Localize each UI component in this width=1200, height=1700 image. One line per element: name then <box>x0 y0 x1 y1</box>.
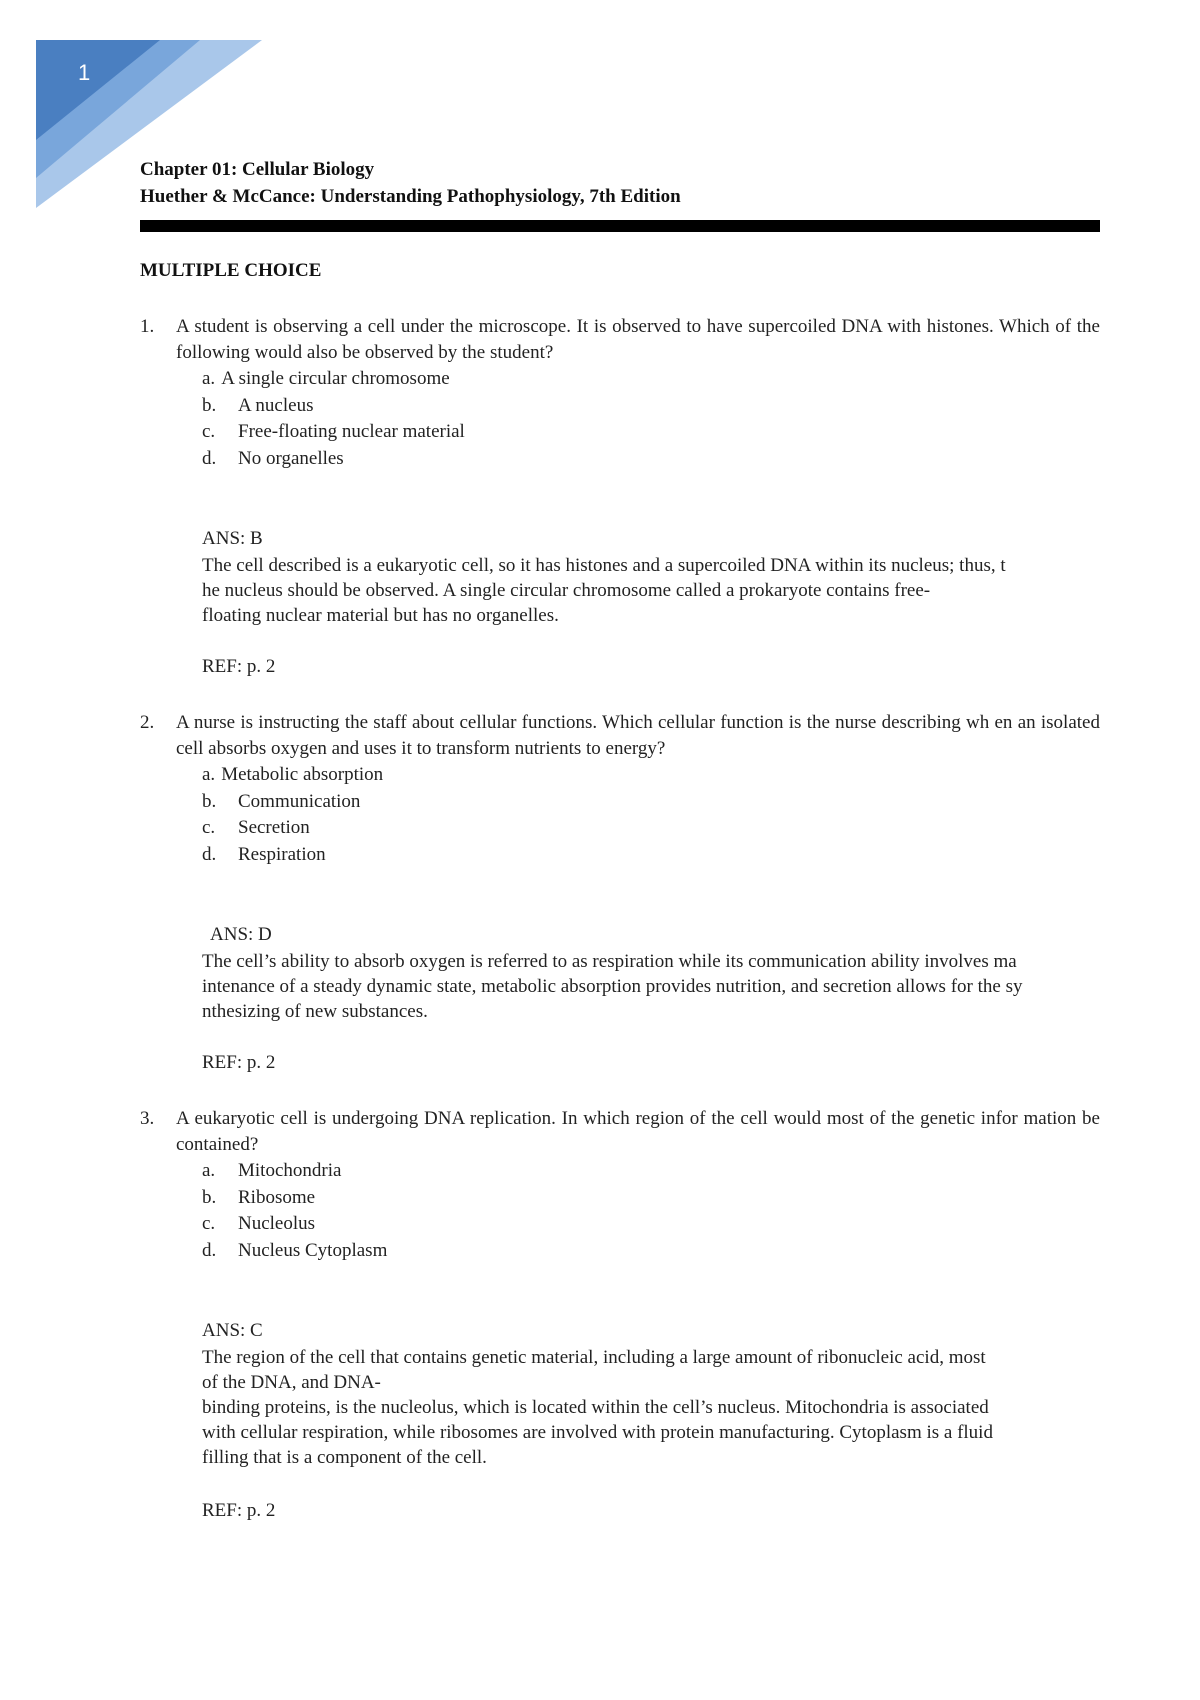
rationale-line: with cellular respiration, while ribosomes are involved with protein manufacturing. Cytoplasm is a fluid <box>202 1422 993 1443</box>
option-text: Metabolic absorption <box>221 764 384 785</box>
option-letter: c. <box>202 817 216 838</box>
option-letter: d. <box>202 1239 217 1261</box>
answer-key: ANS: B <box>202 528 263 549</box>
option-d <box>202 1238 1100 1265</box>
option-b <box>202 393 1100 420</box>
rationale-line: of the DNA, and DNA- <box>202 1372 381 1393</box>
header-rule <box>140 220 1100 232</box>
section-title: MULTIPLE CHOICE <box>140 260 322 281</box>
option-a <box>202 762 1100 789</box>
option-b <box>202 1185 1100 1212</box>
option-text: A single circular chromosome <box>221 368 450 389</box>
document-header <box>140 156 681 210</box>
question-2 <box>140 710 1100 868</box>
rationale-line: The cell described is a eukaryotic cell, so it has histones and a supercoiled DNA within its nucleus; thus, t <box>202 555 1006 576</box>
option-letter: a. <box>202 1160 216 1181</box>
option-letter: c. <box>202 421 216 442</box>
rationale-line: nthesizing of new substances. <box>202 1001 428 1022</box>
option-letter: b. <box>202 394 217 416</box>
option-text: A nucleus <box>238 394 314 416</box>
question-stem: A student is observing a cell under the microscope. It is observed to have supercoiled DNA with histones. Which of the following would also be observed by the student? <box>176 316 1100 363</box>
option-c <box>202 815 1100 842</box>
rationale-line: intenance of a steady dynamic state, metabolic absorption provides nutrition, and secretion allows for the sy <box>202 976 1023 997</box>
option-letter: c. <box>202 1213 216 1234</box>
options-list <box>202 762 1100 868</box>
rationale-line: binding proteins, is the nucleolus, which is located within the cell’s nucleus. Mitochondria is associated <box>202 1397 989 1418</box>
chapter-title: Chapter 01: Cellular Biology <box>140 159 375 180</box>
option-d <box>202 446 1100 473</box>
page-number: 1 <box>78 60 91 85</box>
rationale-line: he nucleus should be observed. A single circular chromosome called a prokaryote contains free- <box>202 580 931 601</box>
option-text: Nucleolus <box>238 1213 316 1234</box>
answer-block-1 <box>202 526 1092 628</box>
option-a <box>202 366 1100 393</box>
answer-key: ANS: D <box>210 924 272 945</box>
option-a <box>202 1158 1100 1185</box>
question-number: 3. <box>140 1108 155 1129</box>
question-number: 1. <box>140 316 155 337</box>
answer-block-3 <box>202 1318 1092 1470</box>
option-letter: b. <box>202 1186 217 1208</box>
reference: REF: p. 2 <box>202 1500 276 1521</box>
option-letter: b. <box>202 790 217 812</box>
options-list <box>202 1158 1100 1264</box>
question-3 <box>140 1106 1100 1264</box>
rationale-line: floating nuclear material but has no organelles. <box>202 605 559 626</box>
question-1 <box>140 314 1100 472</box>
answer-key: ANS: C <box>202 1320 263 1341</box>
option-text: Nucleus Cytoplasm <box>238 1239 388 1261</box>
option-letter: d. <box>202 447 217 469</box>
option-letter: a. <box>202 764 216 785</box>
reference: REF: p. 2 <box>202 656 276 677</box>
option-text: No organelles <box>238 447 344 469</box>
option-text: Communication <box>238 790 361 812</box>
option-text: Secretion <box>238 817 310 838</box>
reference: REF: p. 2 <box>202 1052 276 1073</box>
rationale-line: The region of the cell that contains genetic material, including a large amount of ribonucleic acid, most <box>202 1347 986 1368</box>
option-letter: d. <box>202 843 217 865</box>
question-number: 2. <box>140 712 155 733</box>
option-text: Free-floating nuclear material <box>238 421 465 442</box>
question-stem: A nurse is instructing the staff about cellular functions. Which cellular function is the nurse describing wh en an isolated cell absorbs oxygen and uses it to transform nutrients to energy? <box>176 712 1100 759</box>
rationale-line: The cell’s ability to absorb oxygen is referred to as respiration while its communication ability involves ma <box>202 951 1017 972</box>
option-text: Mitochondria <box>238 1160 342 1181</box>
option-text: Ribosome <box>238 1186 316 1208</box>
option-c <box>202 1211 1100 1238</box>
question-stem: A eukaryotic cell is undergoing DNA replication. In which region of the cell would most of the genetic infor mation be contained? <box>176 1108 1100 1155</box>
option-d <box>202 842 1100 869</box>
book-title: Huether & McCance: Understanding Pathophysiology, 7th Edition <box>140 186 681 207</box>
option-letter: a. <box>202 368 216 389</box>
rationale-line: filling that is a component of the cell. <box>202 1447 487 1468</box>
option-text: Respiration <box>238 843 326 865</box>
answer-block-2 <box>202 922 1092 1024</box>
option-b <box>202 789 1100 816</box>
option-c <box>202 419 1100 446</box>
options-list <box>202 366 1100 472</box>
